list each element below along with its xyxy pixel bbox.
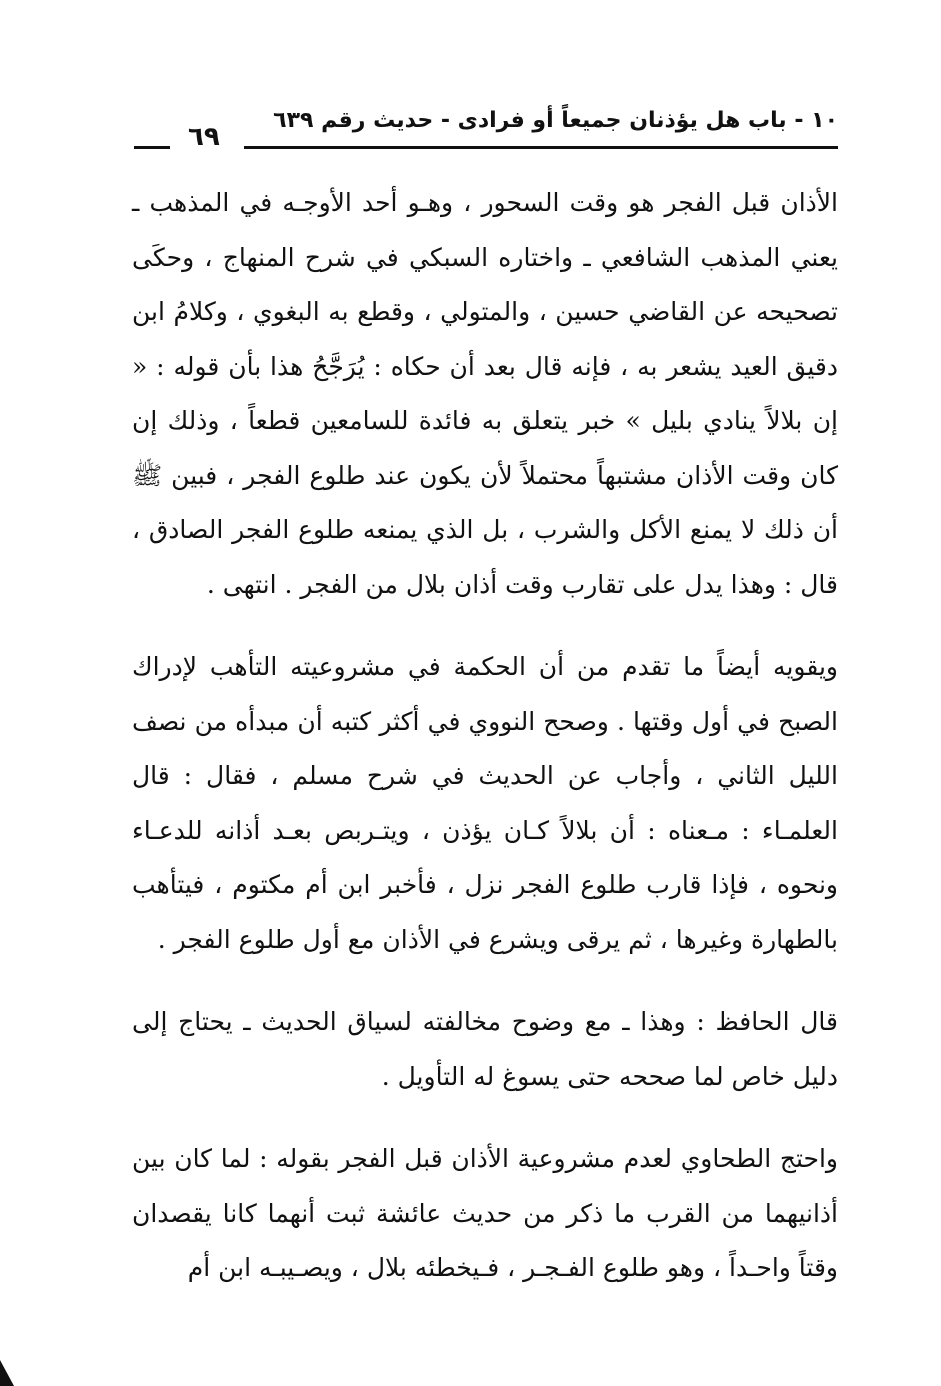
paragraph-2: ويقويه أيضاً ما تقدم من أن الحكمة في مشروعيته التأهب لإدراك الصبح في أول وقتها . وصحح النووي في أكثر كتبه أن مبدأه من نصف الليل الثاني ، وأجاب عن الحديث في شرح مسلم ، فقال : قال العلمـاء : مـعناه : أن بلالاً كـان يؤذن ، ويتـربص بعـد أذانه للدعـاء ونحوه ، فإذا قارب طلوع الفجر نزل ، فأخبر ابن أم مكتوم ، فيتأهب بالطهارة وغيرها ، ثم يرقى ويشرع في الأذان مع أول طلوع الفجر .: [132, 652, 838, 954]
header-rule: [244, 146, 838, 149]
paragraph-4: واحتج الطحاوي لعدم مشروعية الأذان قبل الفجر بقوله : لما كان بين أذانيهما من القرب ما ذكر من حديث عائشة ثبت أنهما كانا يقصدان وقتاً واحـداً ، وهو طلوع الفـجـر ، فـيخطئه بلال ، ويصـيبـه ابن أم: [132, 1144, 838, 1282]
running-title: ١٠ - باب هل يؤذنان جميعاً أو فرادى - حديث رقم ٦٣٩: [273, 108, 838, 133]
paragraph-3: قال الحافظ : وهذا ـ مع وضوح مخالفته لسياق الحديث ـ يحتاج إلى دليل خاص لما صححه حتى يسوغ له التأويل .: [132, 1007, 838, 1091]
header-rule-short: [134, 146, 170, 149]
paragraph-1: الأذان قبل الفجر هو وقت السحور ، وهـو أحد الأوجـه في المذهب ـ يعني المذهب الشافعي ـ واختاره السبكي في شرح المنهاج ، وحكَى تصحيحه عن القاضي حسين ، والمتولي ، وقطع به البغوي ، وكلامُ ابن دقيق العيد يشعر به ، فإنه قال بعد أن حكاه : يُرَجَّحُ هذا بأن قوله : « إن بلالاً ينادي بليل » خبر يتعلق به فائدة للسامعين قطعاً ، وذلك إن كان وقت الأذان مشتبهاً محتملاً لأن يكون عند طلوع الفجر ، فبين ﷺ أن ذلك لا يمنع الأكل والشرب ، بل الذي يمنعه طلوع الفجر الصادق ، قال : وهذا يدل على تقارب وقت أذان بلال من الفجر . انتهى .: [132, 188, 838, 599]
body-text: [132, 176, 838, 1324]
page-number: ٦٩: [188, 122, 220, 152]
scan-corner-mark: [0, 1360, 14, 1386]
page-header: [132, 100, 838, 160]
